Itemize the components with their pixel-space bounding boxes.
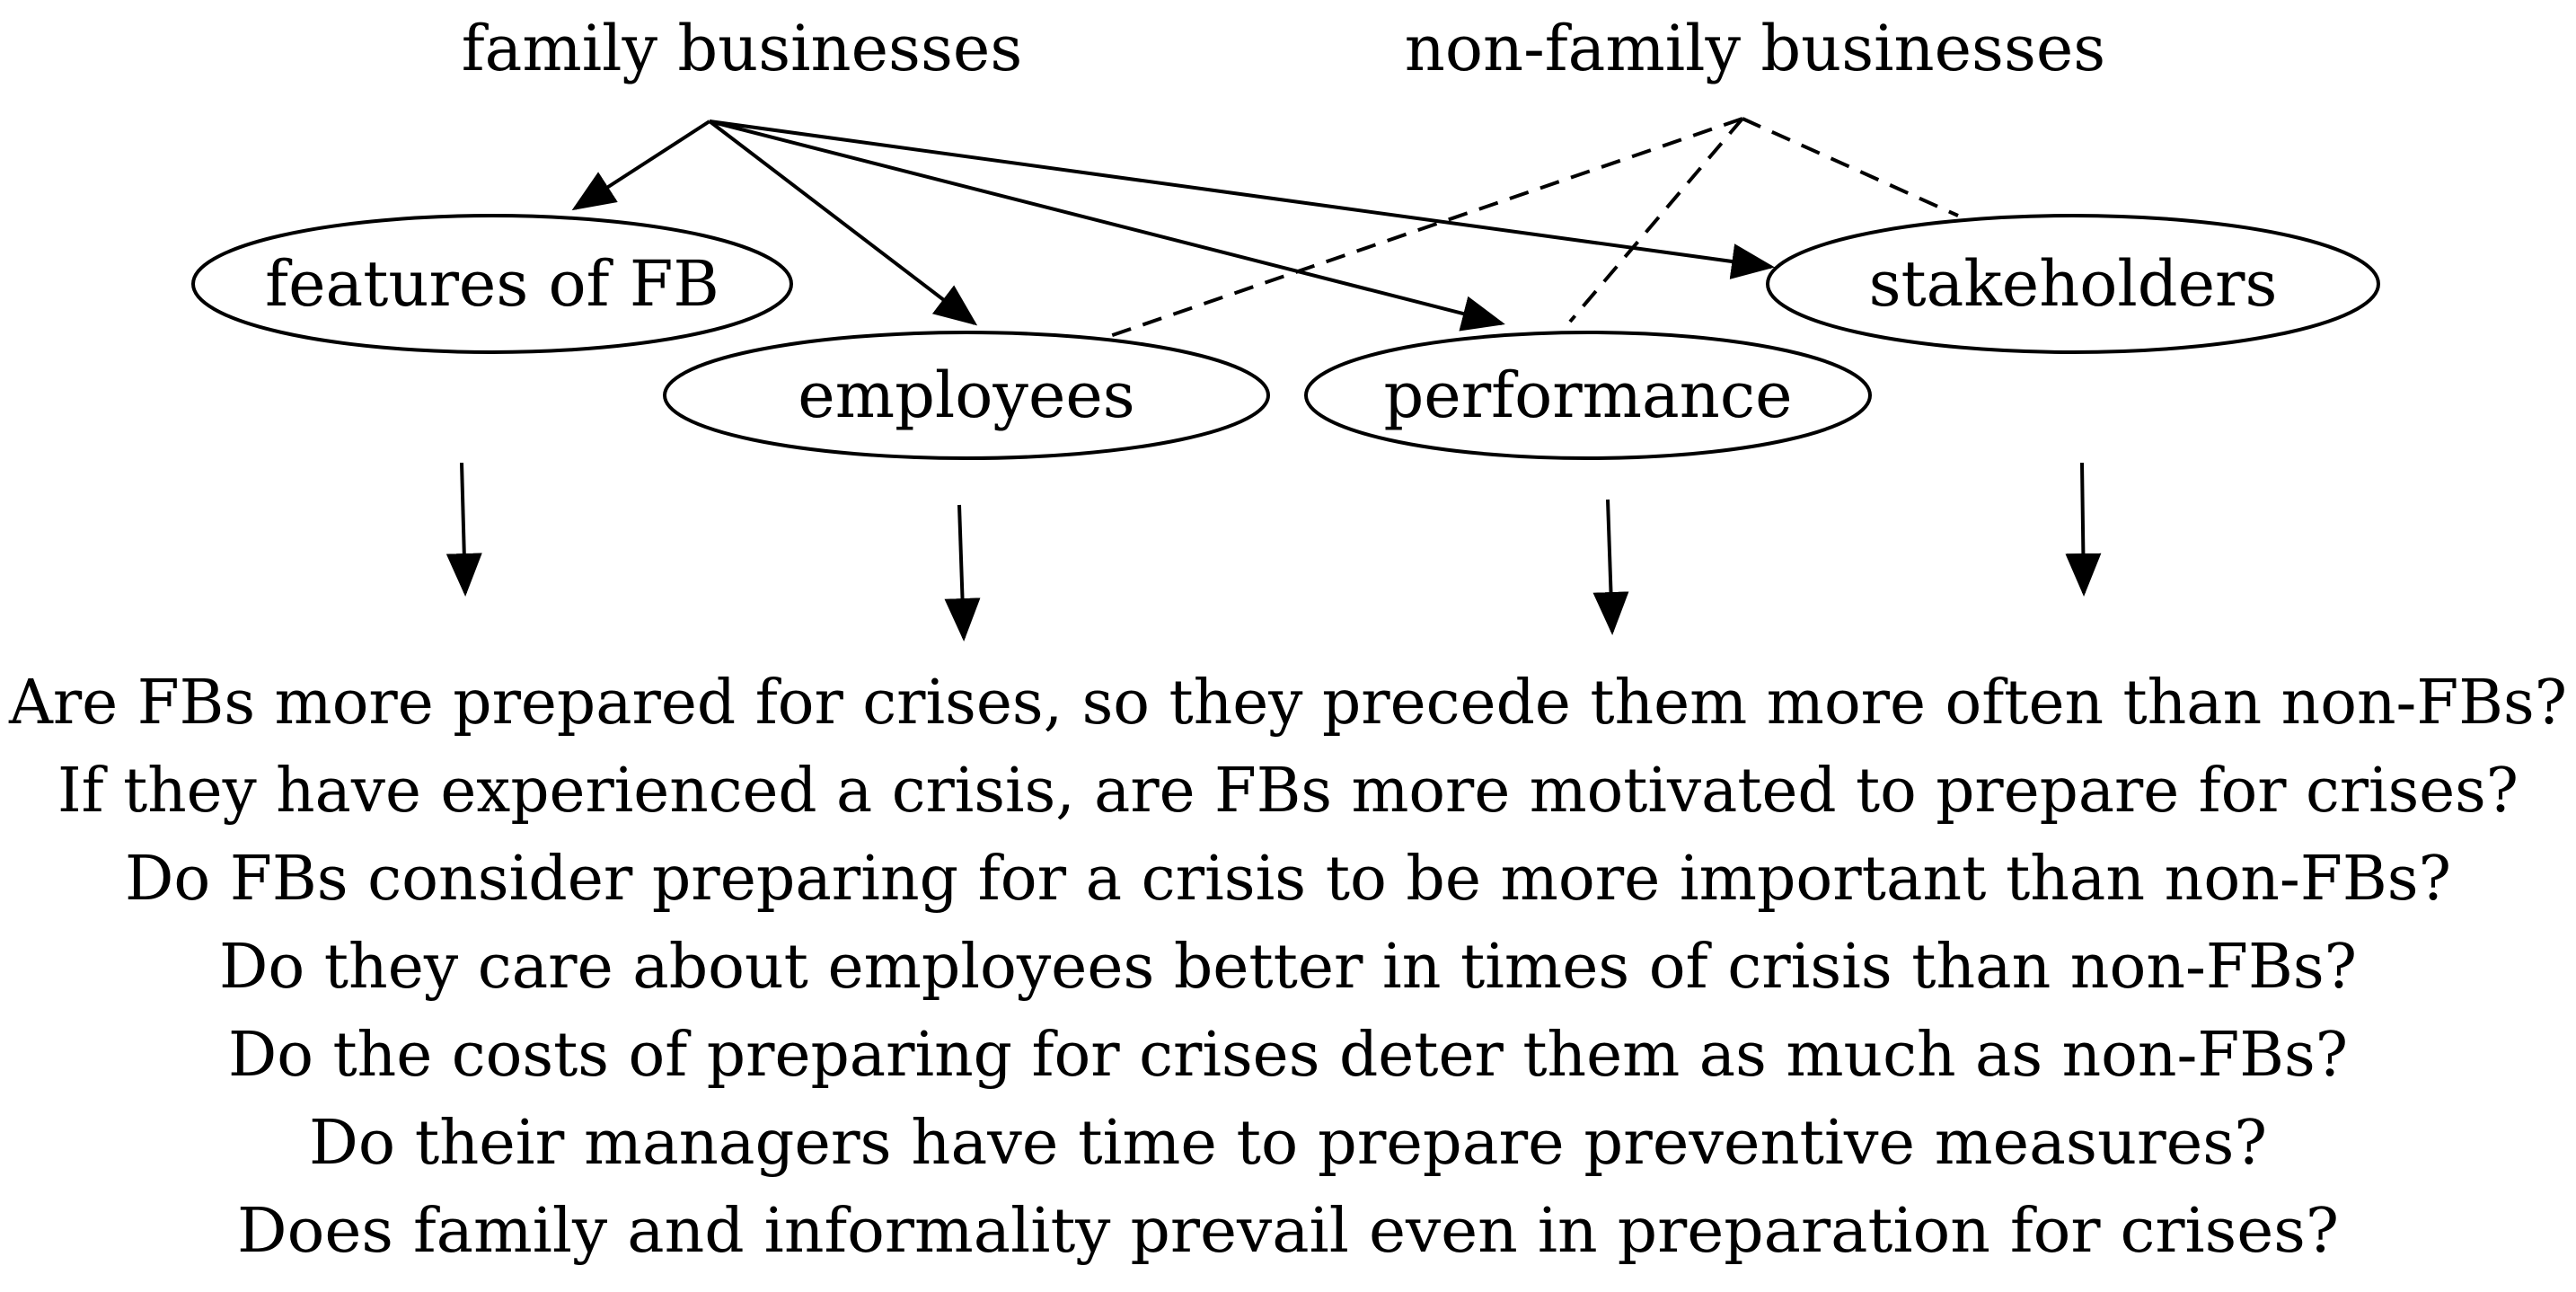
arrow-stakeholders-down [2082, 463, 2084, 593]
arrow-employees-down [959, 505, 964, 638]
question-line: If they have experienced a crisis, are FBs more motivated to prepare for crises? [57, 756, 2519, 827]
node-label: employees [798, 358, 1135, 432]
family-businesses-label: family businesses [461, 12, 1023, 85]
node-employees [665, 332, 1268, 458]
edge-family-to-features [575, 121, 710, 208]
question-line: Are FBs more prepared for crises, so they precede them more often than non-FBs? [8, 668, 2567, 739]
arrow-features-down [462, 463, 465, 593]
edge-family-to-performance [710, 121, 1502, 323]
node-label: stakeholders [1868, 247, 2278, 321]
node-features-of-fb [193, 216, 791, 352]
question-line: Do FBs consider preparing for a crisis to be more important than non-FBs? [125, 844, 2451, 915]
edge-nonfamily-to-performance [1570, 119, 1742, 322]
node-stakeholders [1768, 216, 2378, 352]
down-arrows [462, 463, 2084, 638]
node-label: performance [1383, 358, 1793, 432]
node-label: features of FB [265, 247, 719, 321]
arrow-performance-down [1608, 500, 1612, 632]
question-line: Do their managers have time to prepare preventive measures? [309, 1108, 2267, 1179]
node-performance [1306, 332, 1870, 458]
question-line: Do they care about employees better in times of crisis than non-FBs? [219, 932, 2357, 1003]
non-family-businesses-label: non-family businesses [1404, 12, 2106, 85]
research-questions [8, 668, 2567, 1267]
edge-nonfamily-to-stakeholders [1742, 119, 1958, 216]
question-line: Do the costs of preparing for crises deter them as much as non-FBs? [228, 1020, 2348, 1091]
edge-nonfamily-to-employees [1073, 119, 1742, 349]
question-line: Does family and informality prevail even in preparation for crises? [237, 1196, 2339, 1267]
